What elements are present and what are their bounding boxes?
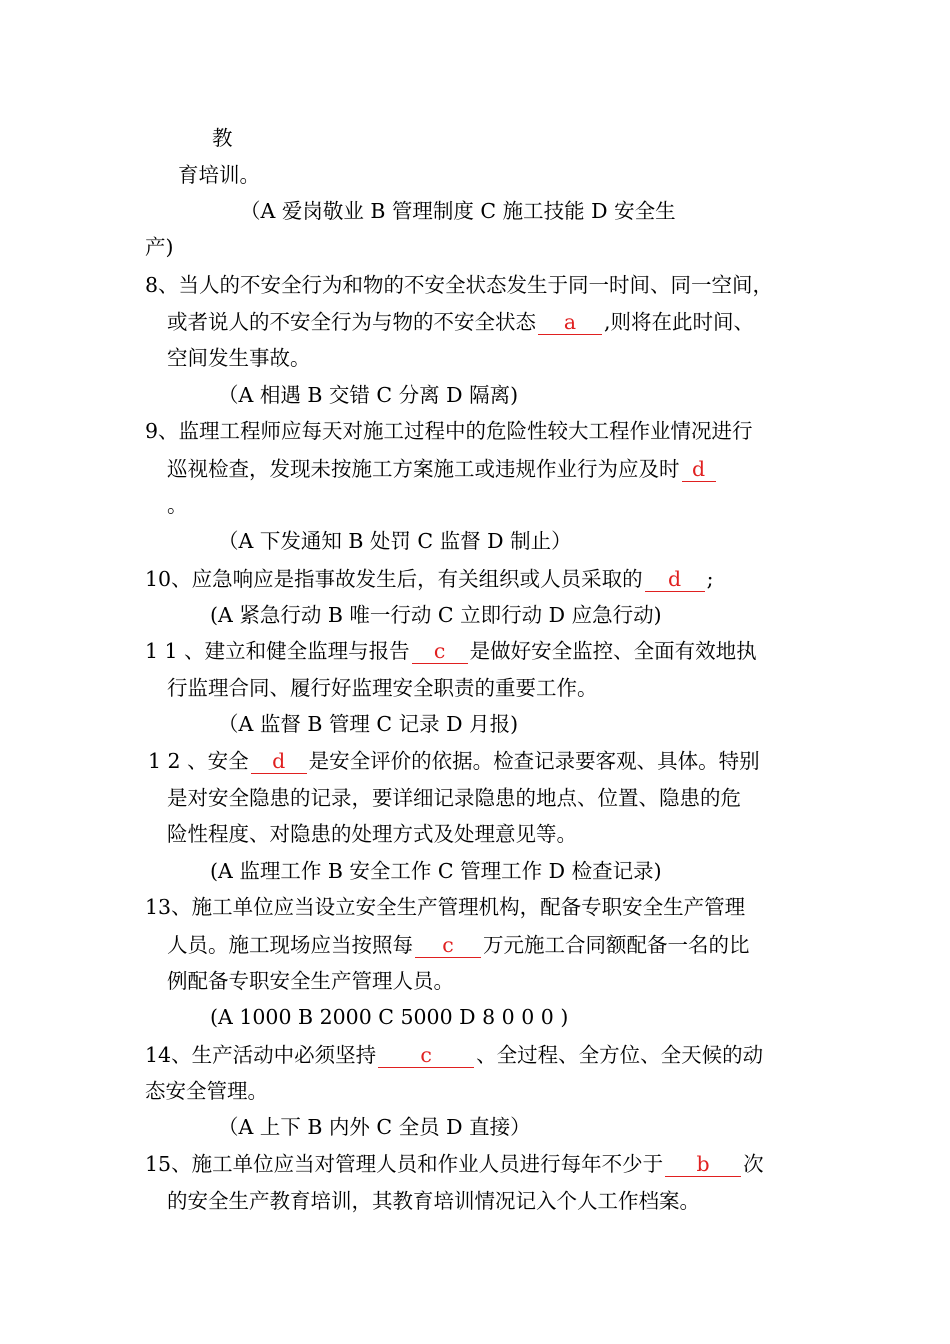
line-text: 9、监理工程师应每天对施工过程中的危险性较大工程作业情况进行 (145, 419, 753, 443)
line-text: ,则将在此时间、 (604, 310, 755, 334)
line-text: 1 2 、安全 (148, 749, 249, 773)
line-text: 人员。施工现场应当按照每 (167, 933, 413, 957)
text-line (145, 234, 174, 260)
line-text: （A 相遇 B 交错 C 分离 D 隔离) (218, 383, 519, 407)
line-text: 是对安全隐患的记录，要详细记录隐患的地点、位置、隐患的危 (167, 786, 741, 810)
text-line (145, 1078, 268, 1104)
line-text: （A 监督 B 管理 C 记录 D 月报) (218, 712, 519, 736)
line-text: 14、生产活动中必须坚持 (145, 1043, 377, 1067)
line-text: 。 (167, 493, 188, 517)
line-text: 万元施工合同额配备一名的比 (483, 933, 750, 957)
answer-blank: a (538, 310, 602, 335)
text-line (167, 675, 598, 701)
line-text: 次 (743, 1152, 764, 1176)
text-line (178, 162, 260, 188)
text-line (167, 456, 718, 482)
answer-blank: c (412, 639, 468, 664)
line-text: 行监理合同、履行好监理安全职责的重要工作。 (167, 676, 598, 700)
line-text: 态安全管理。 (145, 1079, 268, 1103)
line-text: 15、施工单位应当对管理人员和作业人员进行每年不少于 (145, 1152, 664, 1176)
line-text: (A 监理工作 B 安全工作 C 管理工作 D 检查记录) (210, 859, 662, 883)
text-line (167, 309, 754, 335)
text-line (167, 492, 188, 518)
text-line (167, 821, 577, 847)
answer-blank: c (415, 933, 481, 958)
line-text: 空间发生事故。 (167, 346, 311, 370)
text-line (218, 711, 518, 737)
text-line (240, 198, 676, 224)
text-line (218, 382, 518, 408)
line-text: （A 上下 B 内外 C 全员 D 直接） (218, 1115, 531, 1139)
text-line (145, 566, 714, 592)
line-text: 例配备专职安全生产管理人员。 (167, 969, 454, 993)
line-text: 是做好安全监控、全面有效地执 (469, 639, 757, 663)
line-text: 教 (212, 126, 233, 150)
text-line (167, 785, 741, 811)
text-line (145, 638, 757, 664)
text-line (145, 272, 773, 298)
text-line (210, 602, 662, 628)
text-line (148, 748, 760, 774)
line-text: 、全过程、全方位、全天候的动 (476, 1043, 764, 1067)
text-line (167, 968, 454, 994)
text-line (145, 894, 745, 920)
line-text: 的安全生产教育培训，其教育培训情况记入个人工作档案。 (167, 1189, 700, 1213)
answer-blank: d (251, 749, 307, 774)
line-text: ; (706, 567, 714, 591)
text-line (145, 1151, 764, 1177)
line-text: 13、施工单位应当设立安全生产管理机构，配备专职安全生产管理 (145, 895, 746, 919)
line-text: (A 紧急行动 B 唯一行动 C 立即行动 D 应急行动) (210, 603, 662, 627)
text-line (145, 418, 753, 444)
line-text: 产) (145, 235, 174, 259)
line-text: 或者说人的不安全行为与物的不安全状态 (167, 310, 536, 334)
line-text: 巡视检查，发现未按施工方案施工或违规作业行为应及时 (167, 457, 680, 481)
text-line (167, 1188, 700, 1214)
text-line (145, 1042, 763, 1068)
line-text: 险性程度、对隐患的处理方式及处理意见等。 (167, 822, 577, 846)
text-line (210, 1004, 568, 1030)
answer-blank: d (682, 457, 716, 482)
line-text: 是安全评价的依据。检查记录要客观、具体。特别 (308, 749, 760, 773)
text-line (218, 528, 572, 554)
text-line (212, 125, 233, 151)
answer-blank: d (645, 567, 705, 592)
line-text: 育培训。 (178, 163, 260, 187)
line-text: （A 爱岗敬业 B 管理制度 C 施工技能 D 安全生 (240, 199, 676, 223)
line-text: (A 1000 B 2000 C 5000 D 8 0 0 0 ) (210, 1005, 569, 1029)
text-line (167, 932, 750, 958)
line-text: （A 下发通知 B 处罚 C 监督 D 制止） (218, 529, 572, 553)
line-text: 10、应急响应是指事故发生后，有关组织或人员采取的 (145, 567, 643, 591)
text-line (218, 1114, 531, 1140)
line-text: 8、当人的不安全行为和物的不安全状态发生于同一时间、同一空间， (145, 273, 774, 297)
answer-blank: b (665, 1152, 741, 1177)
text-line (167, 345, 311, 371)
answer-blank: c (378, 1043, 474, 1068)
text-line (210, 858, 662, 884)
line-text: 1 1 、建立和健全监理与报告 (145, 639, 410, 663)
